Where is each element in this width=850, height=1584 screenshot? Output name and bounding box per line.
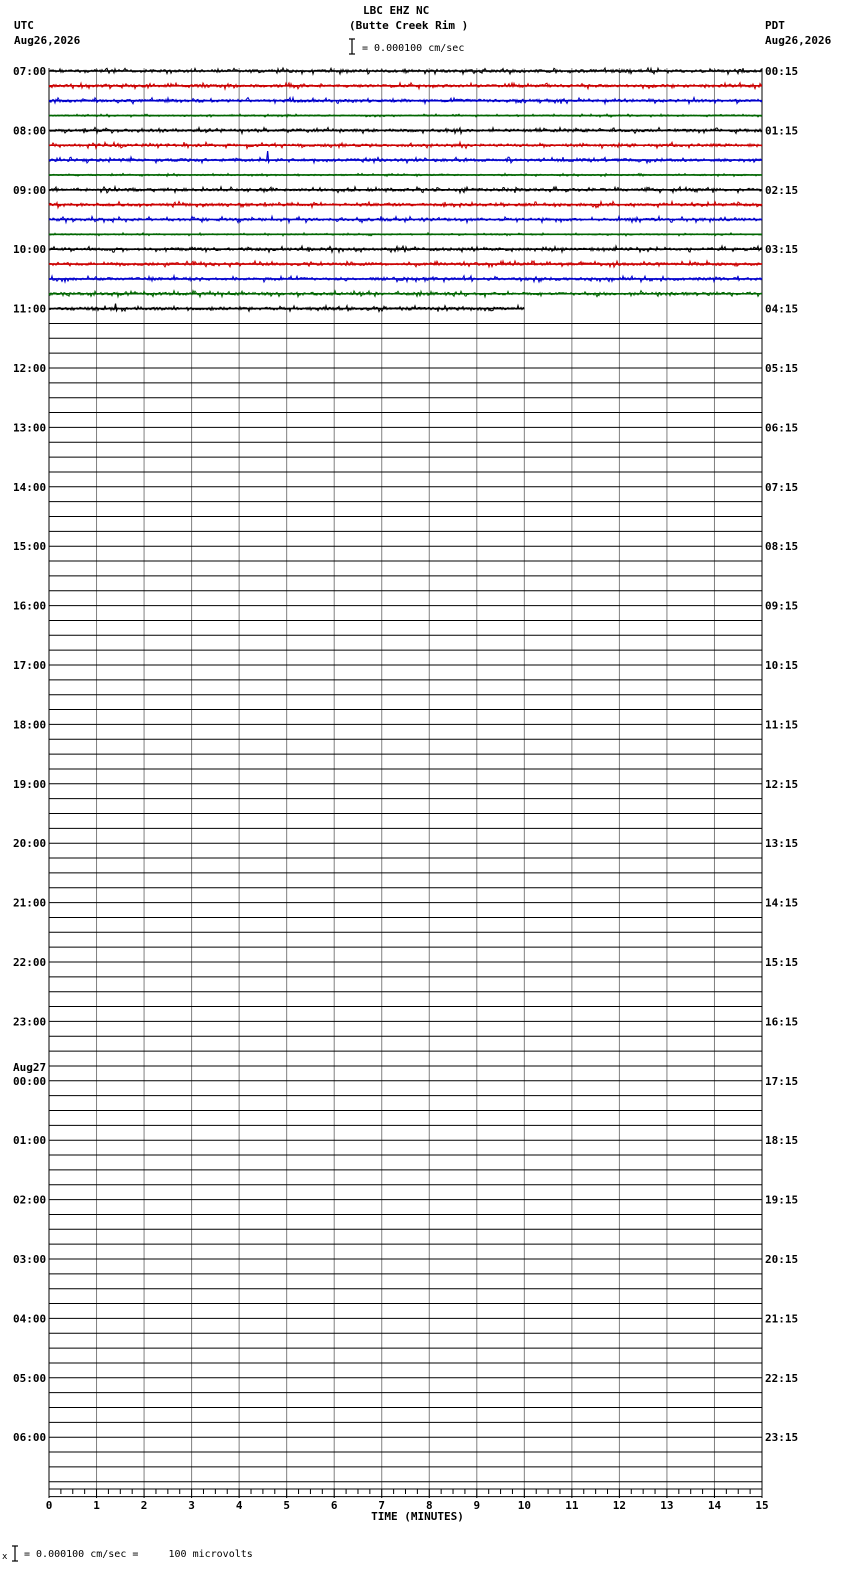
x-tick-label: 12 (612, 1499, 627, 1512)
utc-time-label: 08:00 (13, 124, 47, 138)
date-change-label: Aug27 (13, 1060, 47, 1074)
utc-time-label: 20:00 (13, 837, 47, 851)
pdt-time-label: 12:15 (765, 777, 799, 791)
x-tick-label: 3 (188, 1499, 195, 1512)
pdt-time-label: 07:15 (765, 480, 799, 494)
utc-time-label: 19:00 (13, 777, 47, 791)
left-timezone: UTC (14, 19, 34, 32)
pdt-time-label: 13:15 (765, 837, 799, 851)
utc-time-label: 18:00 (13, 718, 47, 732)
utc-time-label: 14:00 (13, 480, 47, 494)
event-spike (115, 304, 118, 311)
x-tick-label: 1 (93, 1499, 100, 1512)
utc-time-label: 21:00 (13, 896, 47, 910)
pdt-time-label: 17:15 (765, 1074, 799, 1088)
x-tick-label: 6 (330, 1499, 338, 1512)
pdt-time-label: 08:15 (765, 540, 799, 554)
x-tick-label: 10 (517, 1499, 531, 1512)
station-title: LBC EHZ NC (363, 4, 430, 17)
scale-text: = 0.000100 cm/sec (362, 43, 465, 54)
utc-time-label: 10:00 (13, 243, 47, 257)
utc-time-label: 00:00 (13, 1074, 47, 1088)
utc-time-label: 22:00 (13, 956, 47, 969)
pdt-time-label: 01:15 (765, 124, 799, 138)
pdt-time-label: 18:15 (765, 1134, 799, 1148)
pdt-time-label: 00:15 (765, 65, 799, 78)
pdt-time-label: 22:15 (765, 1371, 799, 1385)
utc-time-label: 17:00 (13, 659, 47, 672)
utc-time-label: 01:00 (13, 1134, 47, 1148)
utc-time-label: 07:00 (13, 65, 47, 78)
pdt-time-label: 14:15 (765, 896, 799, 910)
utc-time-label: 09:00 (13, 183, 47, 197)
footer-scale-bar-icon (9, 1545, 21, 1563)
x-tick-label: 4 (235, 1499, 243, 1512)
pdt-time-label: 06:15 (765, 421, 799, 435)
utc-time-label: 12:00 (13, 362, 47, 375)
utc-time-label: 03:00 (13, 1253, 47, 1266)
footer-scale-text: = 0.000100 cm/sec = 100 microvolts (24, 1549, 253, 1560)
x-axis-label: TIME (MINUTES) (371, 1510, 464, 1523)
utc-time-label: 13:00 (13, 421, 47, 435)
right-date: Aug26,2026 (765, 34, 832, 47)
utc-time-label: 04:00 (13, 1312, 47, 1326)
left-date: Aug26,2026 (14, 34, 81, 47)
pdt-time-label: 23:15 (765, 1431, 799, 1445)
x-tick-label: 14 (707, 1499, 722, 1512)
pdt-time-label: 15:15 (765, 956, 799, 969)
utc-time-label: 02:00 (13, 1193, 47, 1207)
pdt-time-label: 20:15 (765, 1253, 799, 1266)
utc-time-label: 06:00 (13, 1431, 47, 1445)
right-timezone: PDT (765, 19, 785, 32)
x-tick-label: 2 (140, 1499, 148, 1512)
x-tick-label: 5 (283, 1499, 290, 1512)
x-tick-label: 7 (378, 1499, 386, 1512)
pdt-time-label: 03:15 (765, 243, 799, 257)
x-tick-label: 9 (473, 1499, 481, 1512)
pdt-time-label: 11:15 (765, 718, 799, 732)
utc-time-label: 05:00 (13, 1371, 47, 1385)
pdt-time-label: 19:15 (765, 1193, 799, 1207)
pdt-time-label: 09:15 (765, 599, 799, 613)
x-tick-label: 13 (660, 1499, 674, 1512)
pdt-time-label: 21:15 (765, 1312, 799, 1326)
pdt-time-label: 05:15 (765, 362, 799, 375)
footer-marker: x (2, 1552, 8, 1562)
utc-time-label: 23:00 (13, 1015, 47, 1029)
utc-time-label: 11:00 (13, 302, 47, 316)
pdt-time-label: 10:15 (765, 659, 799, 672)
x-tick-label: 15 (755, 1499, 769, 1512)
x-tick-label: 8 (425, 1499, 433, 1512)
station-location: (Butte Creek Rim ) (349, 19, 469, 32)
x-tick-label: 11 (565, 1499, 579, 1512)
utc-time-label: 16:00 (13, 599, 47, 613)
x-tick-label: 0 (45, 1499, 53, 1512)
utc-time-label: 15:00 (13, 540, 47, 554)
pdt-time-label: 16:15 (765, 1015, 799, 1029)
pdt-time-label: 02:15 (765, 183, 799, 197)
pdt-time-label: 04:15 (765, 302, 799, 316)
